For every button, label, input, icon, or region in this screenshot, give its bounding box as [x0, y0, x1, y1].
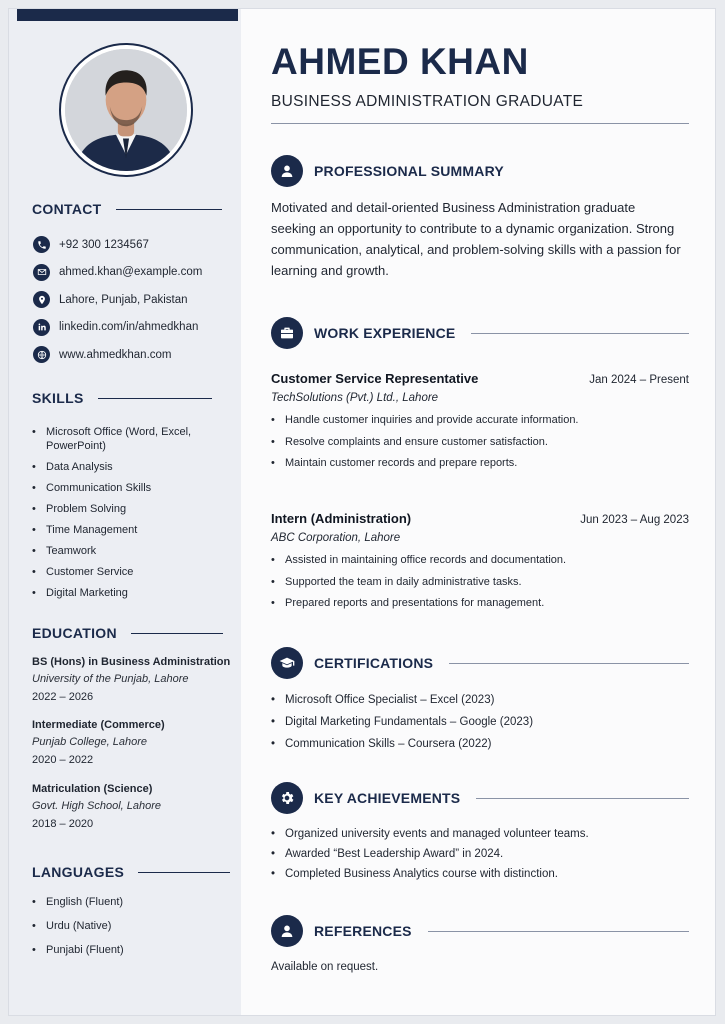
education-heading-text: EDUCATION: [32, 625, 117, 641]
contact-heading-rule: [116, 209, 222, 210]
resume-page: [8, 8, 716, 1016]
contact-phone-text: +92 300 1234567: [59, 238, 149, 251]
contact-location-text: Lahore, Punjab, Pakistan: [59, 293, 188, 306]
education-item: [32, 783, 232, 830]
contact-email-text: ahmed.khan@example.com: [59, 266, 203, 279]
certifications-heading-rule: [449, 663, 689, 664]
sidebar: [9, 9, 241, 1015]
contact-website[interactable]: [33, 341, 202, 369]
sidebar-top-bar: [17, 9, 238, 21]
job-title: Intern (Administration): [271, 511, 412, 526]
list-item: • Data Analysis: [32, 460, 222, 474]
list-item: • Teamwork: [32, 544, 222, 558]
list-item: • Microsoft Office (Word, Excel, PowerPoint): [32, 425, 222, 453]
certifications-list: [271, 694, 689, 750]
summary-text: Motivated and detail-oriented Business Administration graduate seeking an opportunity to contribute to a dynamic organization. Strong communication, analytical, and problem-solving skills with a passion for learning and growth.: [271, 200, 681, 278]
education-item: [32, 719, 232, 766]
contact-location: [33, 286, 202, 314]
list-item: • Digital Marketing Fundamentals – Google (2023): [271, 716, 689, 728]
education-degree: Intermediate (Commerce): [32, 719, 165, 731]
list-item: • Time Management: [32, 523, 222, 537]
gear-icon: [271, 782, 303, 814]
list-item: • Microsoft Office Specialist – Excel (2023): [271, 694, 689, 706]
job-bullets: [271, 550, 689, 615]
candidate-name: AHMED KHAN: [271, 41, 529, 82]
skills-heading: [32, 390, 212, 406]
education-years: 2020 – 2022: [32, 754, 94, 766]
education-years: 2018 – 2020: [32, 818, 94, 830]
list-item: • Completed Business Analytics course with distinction.: [271, 868, 689, 880]
education-item: [32, 656, 232, 703]
list-item: • Handle customer inquiries and provide accurate information.: [271, 410, 689, 432]
location-icon: [33, 291, 50, 308]
achievements-heading: [271, 782, 689, 814]
job-date: Jun 2023 – Aug 2023: [580, 514, 689, 526]
contact-list: [33, 231, 202, 369]
job-date: Jan 2024 – Present: [589, 374, 689, 386]
languages-heading-text: LANGUAGES: [32, 864, 125, 880]
achievements-list: [271, 828, 689, 880]
list-item: • Communication Skills: [32, 481, 222, 495]
list-item: • Punjabi (Fluent): [32, 943, 124, 957]
references-heading-rule: [428, 931, 689, 932]
summary-heading-text: PROFESSIONAL SUMMARY: [314, 163, 504, 179]
experience-heading-rule: [471, 333, 689, 334]
contact-email[interactable]: [33, 259, 202, 287]
contact-linkedin[interactable]: [33, 314, 202, 342]
references-text: Available on request.: [271, 961, 379, 973]
job-entry: [271, 511, 689, 615]
experience-heading: [271, 317, 689, 349]
list-item: • Digital Marketing: [32, 586, 222, 600]
education-degree: BS (Hons) in Business Administration: [32, 656, 231, 668]
languages-heading-rule: [138, 872, 230, 873]
skills-list: [32, 425, 222, 600]
list-item: • Problem Solving: [32, 502, 222, 516]
list-item: • Supported the team in daily administrative tasks.: [271, 572, 689, 594]
skills-heading-text: SKILLS: [32, 390, 84, 406]
education-degree: Matriculation (Science): [32, 783, 153, 795]
summary-heading: [271, 155, 689, 187]
list-item: • Awarded “Best Leadership Award” in 2024.: [271, 848, 689, 860]
list-item: • Urdu (Native): [32, 919, 124, 933]
contact-linkedin-text: linkedin.com/in/ahmedkhan: [59, 321, 199, 334]
contact-website-text: www.ahmedkhan.com: [59, 348, 172, 361]
job-company: TechSolutions (Pvt.) Ltd., Lahore: [271, 392, 439, 404]
job-company: ABC Corporation, Lahore: [271, 532, 401, 544]
achievements-heading-rule: [476, 798, 689, 799]
list-item: • Customer Service: [32, 565, 222, 579]
mail-icon: [33, 264, 50, 281]
profile-photo-illustration: [65, 49, 187, 171]
list-item: • Maintain customer records and prepare reports.: [271, 453, 689, 475]
list-item: • English (Fluent): [32, 895, 124, 909]
linkedin-icon: [33, 319, 50, 336]
profile-photo: [65, 49, 187, 171]
contact-heading: [32, 201, 222, 217]
education-heading: [32, 625, 223, 641]
globe-icon: [33, 346, 50, 363]
achievements-heading-text: KEY ACHIEVEMENTS: [314, 790, 461, 806]
briefcase-icon: [271, 317, 303, 349]
list-item: • Communication Skills – Coursera (2022): [271, 738, 689, 750]
phone-icon: [33, 236, 50, 253]
references-heading-text: REFERENCES: [314, 923, 412, 939]
job-title: Customer Service Representative: [271, 371, 479, 386]
graduation-cap-icon: [271, 647, 303, 679]
person-icon: [271, 155, 303, 187]
user-icon: [271, 915, 303, 947]
list-item: • Prepared reports and presentations for management.: [271, 593, 689, 615]
skills-heading-rule: [98, 398, 212, 399]
education-school: Govt. High School, Lahore: [32, 800, 162, 812]
list-item: • Organized university events and managed volunteer teams.: [271, 828, 689, 840]
languages-heading: [32, 864, 230, 880]
education-heading-rule: [131, 633, 223, 634]
experience-heading-text: WORK EXPERIENCE: [314, 325, 456, 341]
list-item: • Assisted in maintaining office records and documentation.: [271, 550, 689, 572]
education-school: Punjab College, Lahore: [32, 736, 147, 748]
education-years: 2022 – 2026: [32, 691, 94, 703]
references-heading: [271, 915, 689, 947]
header-rule: [271, 123, 689, 124]
contact-phone[interactable]: [33, 231, 202, 259]
education-school: University of the Punjab, Lahore: [32, 673, 189, 685]
candidate-title: BUSINESS ADMINISTRATION GRADUATE: [271, 93, 584, 110]
profile-photo-frame: [59, 43, 193, 177]
certifications-heading-text: CERTIFICATIONS: [314, 655, 434, 671]
contact-heading-text: CONTACT: [32, 201, 102, 217]
certifications-heading: [271, 647, 689, 679]
list-item: • Resolve complaints and ensure customer satisfaction.: [271, 432, 689, 454]
job-bullets: [271, 410, 689, 475]
languages-list: [32, 895, 124, 957]
job-entry: [271, 371, 689, 475]
